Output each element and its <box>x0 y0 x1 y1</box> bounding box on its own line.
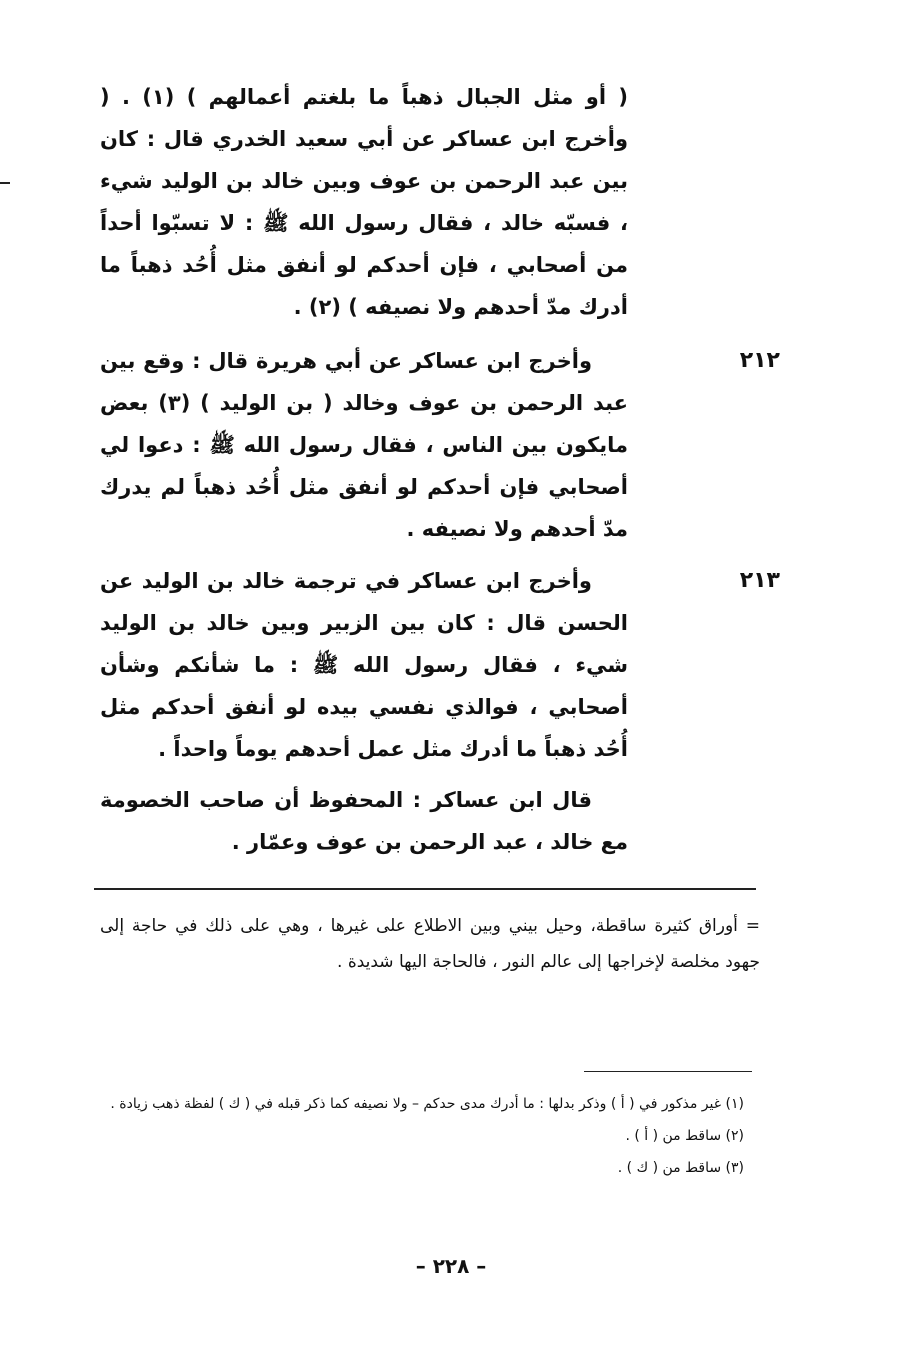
footnote-3: (٣) ساقط من ( ك ) . <box>617 1160 744 1176</box>
footnote-separator <box>94 888 756 890</box>
footnotes-list <box>94 1090 744 1186</box>
hadith-number-212: ٢١٢ <box>739 348 780 373</box>
footnote-1: (١) غير مذكور في ( أ ) وذكر بدلها : ما أدرك مدى حدكم – ولا نصيفه كما ذكر قبله في ( ك ) لفظة ذهب زيادة . <box>110 1096 744 1112</box>
hadith-212-text: وأخرج ابن عساكر عن أبي هريرة قال : وقع بين عبد الرحمن بن عوف وخالد ( بن الوليد ) (٣) بعض مايكون بين الناس ، فقال رسول الله ﷺ : دعوا لي أصحابي فإن أحدكم لو أنفق مثل أُحُد ذهباً لم يدرك مدّ أحدهم ولا نصيفه . <box>100 349 629 541</box>
hadith-number-213: ٢١٣ <box>739 568 780 593</box>
page-number: – ٢٢٨ – <box>415 1254 487 1278</box>
continuation-paragraph: ( أو مثل الجبال ذهباً ما بلغتم أعمالهم ) (١) . ( وأخرج ابن عساكر عن أبي سعيد الخدري قال : كان بين عبد الرحمن بن عوف وبين خالد بن الوليد شيء ، فسبّه خالد ، فقال رسول الله ﷺ : لا تسبّوا أحداً من أصحابي ، فإن أحدكم لو أنفق مثل أُحُد ذهباً ما أدرك مدّ أحدهم ولا نصيفه ) (٢) . <box>100 85 628 319</box>
closing-remark: قال ابن عساكر : المحفوظ أن صاحب الخصومة مع خالد ، عبد الرحمن بن عوف وعمّار . <box>100 788 628 854</box>
footnote-rule <box>584 1071 752 1072</box>
footnote-2: (٢) ساقط من ( أ ) . <box>625 1128 744 1144</box>
continued-footnote: = أوراق كثيرة ساقطة، وحيل بيني وبين الاطلاع على غيرها ، وهي على ذلك في حاجة إلى جهود مخلصة لإخراجها إلى عالم النور ، فالحاجة اليها شديدة . <box>100 916 760 972</box>
hadith-213-text: وأخرج ابن عساكر في ترجمة خالد بن الوليد عن الحسن قال : كان بين الزبير وبين خالد بن الوليد شيء ، فقال رسول الله ﷺ : ما شأنكم وشأن أصحابي ، فوالذي نفسي بيده لو أنفق أحدكم مثل أُحُد ذهباً ما أدرك مثل عمل أحدهم يوماً واحداً . <box>100 569 628 761</box>
margin-mark <box>0 182 10 184</box>
